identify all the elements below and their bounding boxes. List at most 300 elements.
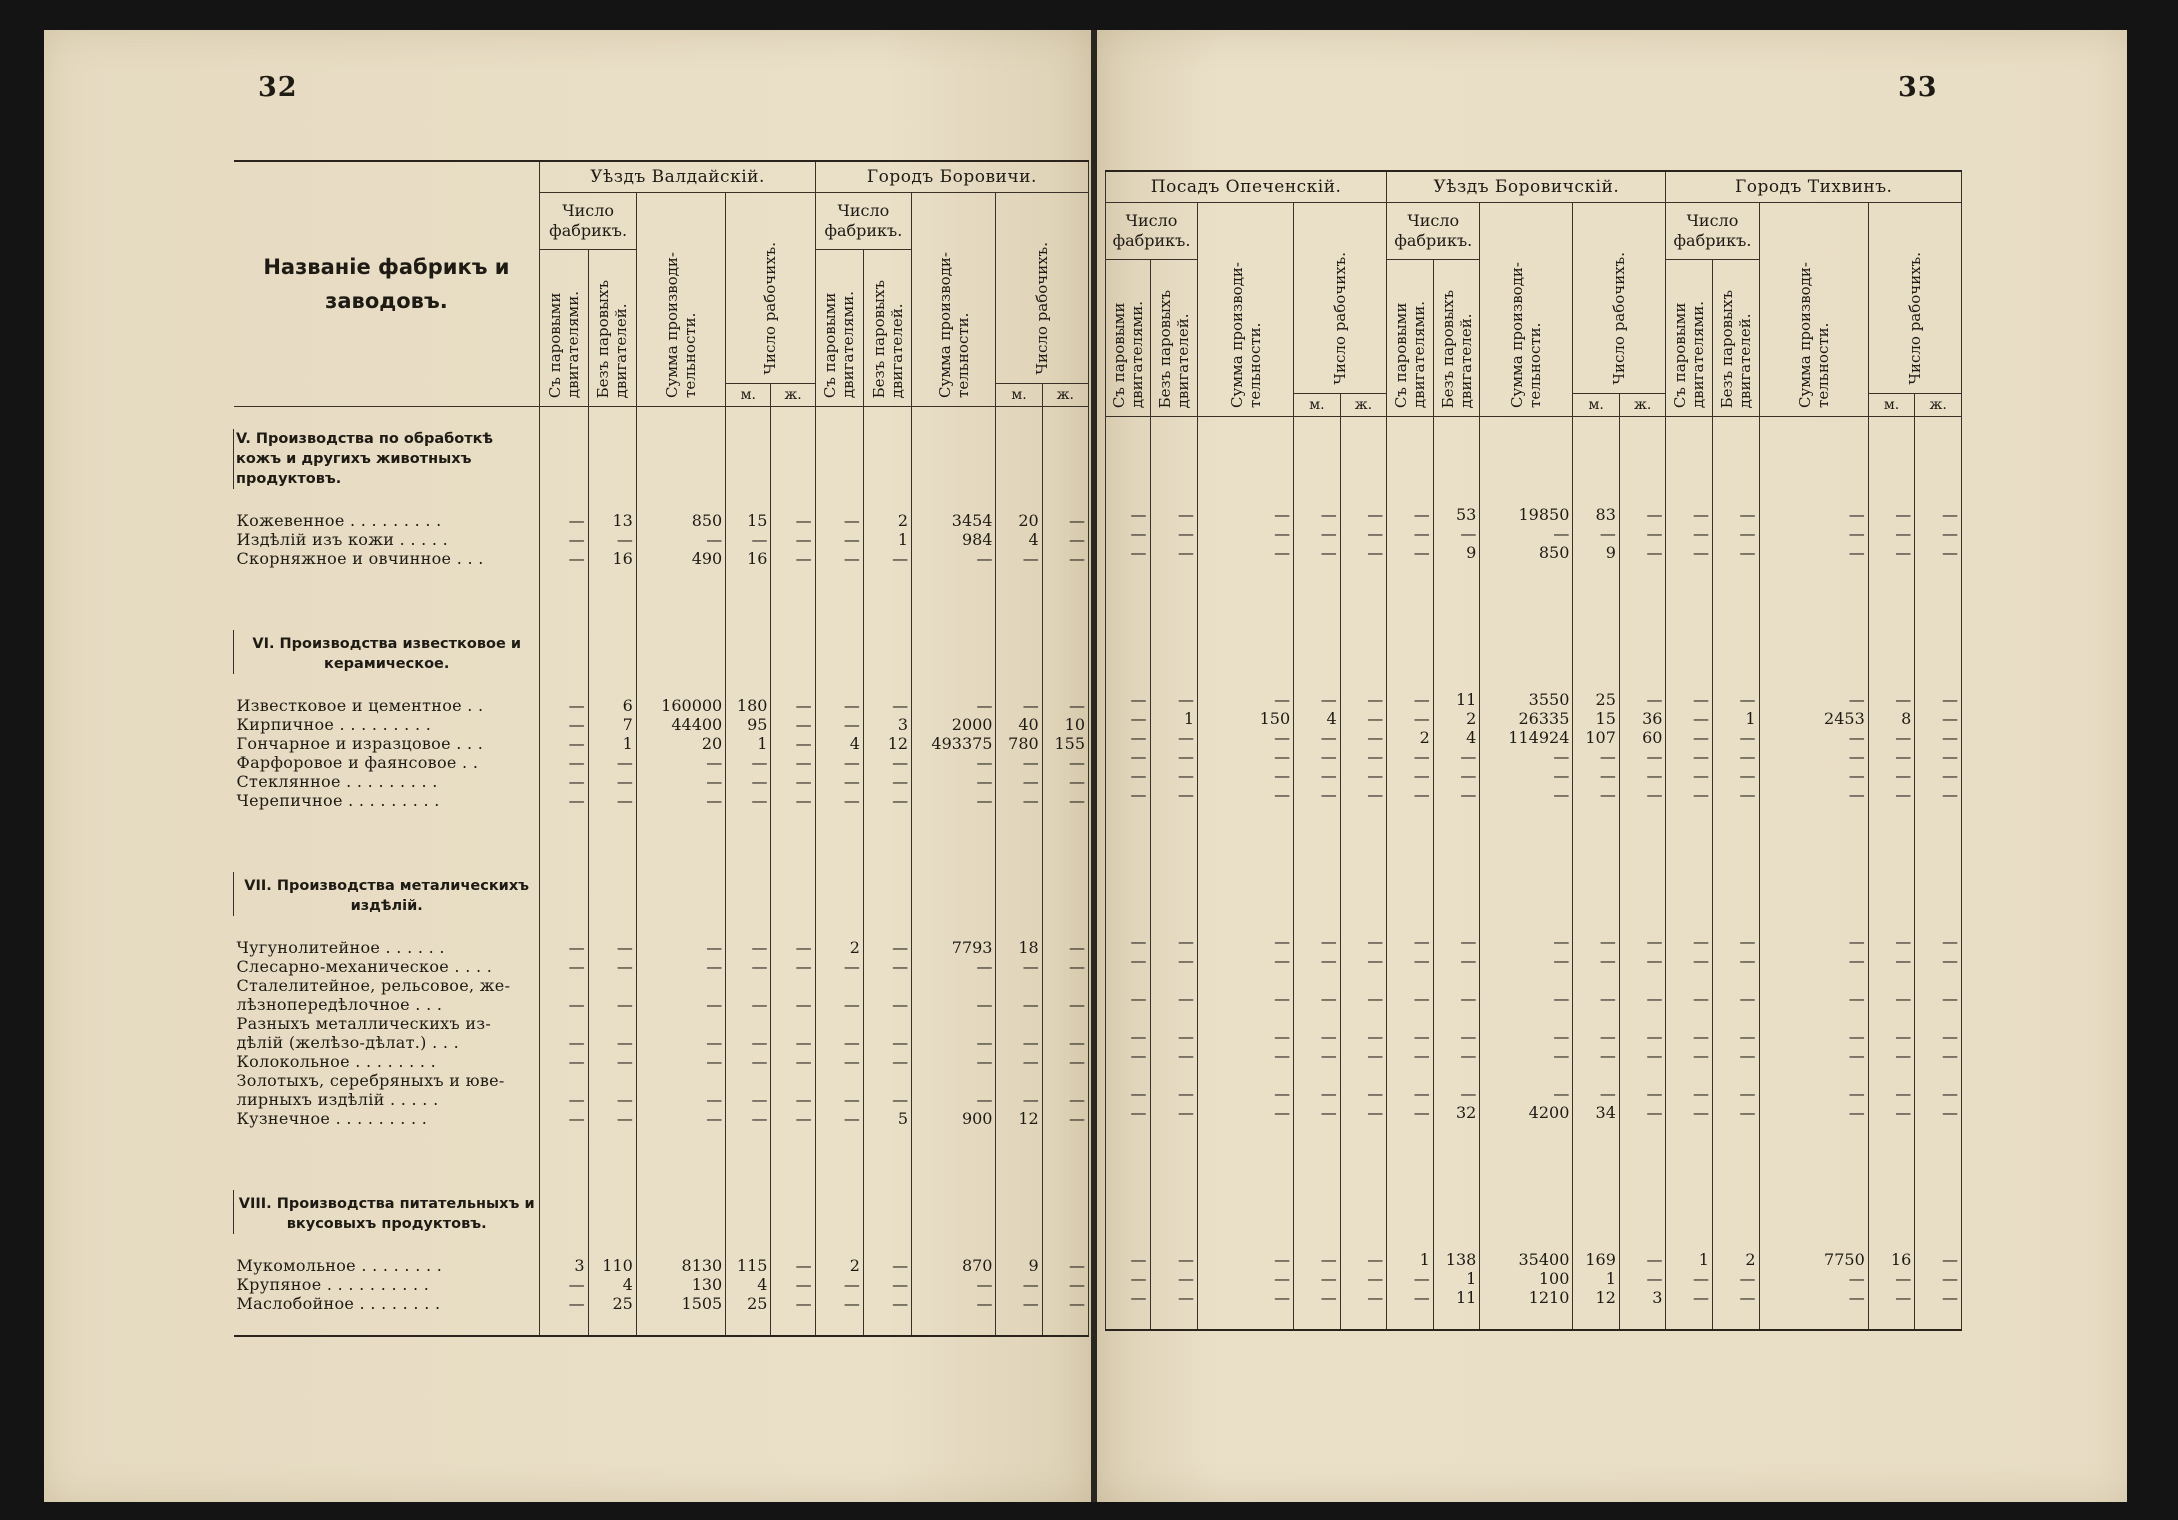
data-cell: 4: [1433, 728, 1480, 747]
data-cell: —: [1042, 530, 1088, 549]
data-cell: [1106, 1008, 1151, 1027]
empty-cell: [1042, 429, 1088, 489]
empty-cell: [1150, 1184, 1198, 1228]
spacer-cell: [588, 916, 636, 938]
spacer-cell: [863, 1234, 911, 1256]
spacer-cell: [1868, 483, 1915, 505]
data-cell: —: [815, 772, 863, 791]
empty-cell: [996, 630, 1042, 674]
data-cell: —: [1712, 1027, 1759, 1046]
data-cell: [1573, 1065, 1620, 1084]
spacer-cell: [588, 590, 636, 630]
data-cell: —: [1666, 524, 1713, 543]
data-cell: —: [1150, 1250, 1198, 1269]
spacer-cell: [588, 1128, 636, 1150]
data-cell: 34: [1573, 1103, 1620, 1122]
spacer-cell: [863, 832, 911, 872]
spacer-cell: [1619, 1307, 1666, 1330]
data-cell: 984: [912, 530, 996, 549]
data-cell: —: [1915, 690, 1962, 709]
data-cell: —: [1198, 1250, 1294, 1269]
data-cell: —: [1042, 1256, 1088, 1275]
data-cell: [1480, 1065, 1573, 1084]
data-cell: —: [1340, 1288, 1387, 1307]
data-cell: [1759, 970, 1868, 989]
spacer-cell: [1150, 483, 1198, 505]
factories-count-header: Число фабрикъ.: [540, 193, 636, 250]
spacer-cell: [1759, 584, 1868, 624]
spacer-cell: [996, 1150, 1042, 1190]
spacer-cell: [1340, 910, 1387, 932]
table-row: [1106, 1027, 1962, 1046]
data-cell: 25: [588, 1294, 636, 1313]
spacer-cell: [996, 916, 1042, 938]
empty-cell: [815, 872, 863, 916]
data-cell: —: [1198, 728, 1294, 747]
spacer-cell: [815, 916, 863, 938]
table-row: [1106, 951, 1962, 970]
empty-cell: [1619, 624, 1666, 668]
data-cell: —: [1868, 505, 1915, 524]
data-cell: —: [540, 791, 588, 810]
data-cell: —: [540, 715, 588, 734]
data-cell: —: [1198, 524, 1294, 543]
spacer-cell: [1294, 417, 1341, 440]
data-cell: —: [1198, 1046, 1294, 1065]
data-cell: [726, 976, 771, 995]
data-cell: [996, 976, 1042, 995]
data-cell: —: [1666, 709, 1713, 728]
spacer-cell: [234, 674, 540, 696]
factory-name: Кирпичное . . . . . . . . .: [234, 715, 540, 734]
factory-name: Гончарное и изразцовое . . .: [234, 734, 540, 753]
right-factory-table: [1105, 170, 1962, 1331]
data-cell: 1: [726, 734, 771, 753]
spacer-cell: [1042, 1150, 1088, 1190]
data-cell: —: [1106, 505, 1151, 524]
empty-cell: [1480, 439, 1573, 483]
data-cell: 3: [540, 1256, 588, 1275]
spacer-cell: [771, 590, 815, 630]
data-cell: —: [1150, 932, 1198, 951]
spacer-cell: [726, 1128, 771, 1150]
spacer-cell: [1759, 668, 1868, 690]
data-cell: —: [1042, 511, 1088, 530]
spacer-cell: [1150, 1144, 1198, 1184]
spacer-cell: [1915, 1228, 1962, 1250]
data-cell: —: [540, 530, 588, 549]
spacer-cell: [1712, 562, 1759, 584]
data-cell: —: [1915, 524, 1962, 543]
empty-cell: [1150, 866, 1198, 910]
factories-count-header: Число фабрикъ.: [1106, 203, 1198, 260]
data-cell: —: [1106, 1027, 1151, 1046]
data-cell: 1: [1712, 709, 1759, 728]
data-cell: —: [1759, 766, 1868, 785]
table-row: [1106, 505, 1962, 524]
spacer-cell: [1042, 568, 1088, 590]
data-cell: 8130: [636, 1256, 725, 1275]
data-cell: —: [1106, 728, 1151, 747]
data-cell: —: [1712, 747, 1759, 766]
data-cell: [1198, 1008, 1294, 1027]
data-cell: —: [771, 715, 815, 734]
spacer-cell: [1294, 1228, 1341, 1250]
spacer-cell: [1150, 1307, 1198, 1330]
table-row: [1106, 1065, 1962, 1084]
spacer-cell: [1042, 832, 1088, 872]
spacer-cell: [636, 674, 725, 696]
data-cell: [1387, 1008, 1434, 1027]
spacer-cell: [1433, 483, 1480, 505]
data-cell: [1666, 1008, 1713, 1027]
spacer-cell: [1573, 562, 1620, 584]
spacer-cell: [1198, 910, 1294, 932]
factory-name: Черепичное . . . . . . . . .: [234, 791, 540, 810]
spacer-cell: [540, 1313, 588, 1336]
data-cell: —: [1387, 524, 1434, 543]
data-cell: —: [1294, 951, 1341, 970]
workers-header: Число рабочихъ.: [1573, 203, 1666, 394]
spacer-cell: [815, 568, 863, 590]
spacer-cell: [863, 916, 911, 938]
empty-cell: [636, 1190, 725, 1234]
spacer-cell: [1759, 483, 1868, 505]
spacer-cell: [815, 832, 863, 872]
spacer-cell: [1387, 826, 1434, 866]
empty-cell: [1480, 1184, 1573, 1228]
spacer-cell: [540, 810, 588, 832]
spacer-cell: [1433, 584, 1480, 624]
section-title: VII. Производства металическихъ издѣлій.: [234, 872, 540, 916]
empty-cell: [726, 872, 771, 916]
spacer-cell: [1712, 1228, 1759, 1250]
spacer-cell: [1712, 910, 1759, 932]
data-cell: [771, 1071, 815, 1090]
data-cell: —: [1387, 1084, 1434, 1103]
data-cell: —: [912, 1052, 996, 1071]
data-cell: —: [1915, 1084, 1962, 1103]
empty-cell: [815, 429, 863, 489]
data-cell: —: [1712, 766, 1759, 785]
data-cell: [1666, 970, 1713, 989]
empty-cell: [588, 1190, 636, 1234]
data-cell: [1340, 1065, 1387, 1084]
data-cell: —: [1294, 1103, 1341, 1122]
spacer-cell: [1106, 417, 1151, 440]
data-cell: —: [1759, 747, 1868, 766]
data-cell: —: [1915, 1269, 1962, 1288]
spacer-cell: [1340, 826, 1387, 866]
data-cell: —: [1150, 690, 1198, 709]
spacer-cell: [1868, 804, 1915, 826]
data-cell: [1387, 1065, 1434, 1084]
factory-name: Золотыхъ, серебряныхъ и юве-: [234, 1071, 540, 1090]
spacer-cell: [1666, 584, 1713, 624]
data-cell: [996, 1014, 1042, 1033]
data-cell: —: [636, 1090, 725, 1109]
data-cell: —: [771, 1090, 815, 1109]
data-cell: —: [1387, 1269, 1434, 1288]
data-cell: —: [1294, 1046, 1341, 1065]
spacer-cell: [1106, 804, 1151, 826]
data-cell: —: [1387, 543, 1434, 562]
data-cell: —: [1387, 766, 1434, 785]
spacer-cell: [912, 568, 996, 590]
data-cell: —: [540, 938, 588, 957]
table-row: [234, 511, 1089, 530]
spacer-cell: [1340, 1307, 1387, 1330]
empty-cell: [1573, 1184, 1620, 1228]
table-row: [234, 1052, 1089, 1071]
data-cell: —: [863, 1033, 911, 1052]
spacer-cell: [996, 810, 1042, 832]
data-cell: [863, 1014, 911, 1033]
empty-cell: [1868, 624, 1915, 668]
data-cell: —: [1868, 524, 1915, 543]
data-cell: —: [1340, 951, 1387, 970]
spacer-cell: [1619, 483, 1666, 505]
data-cell: —: [1868, 989, 1915, 1008]
empty-cell: [1433, 1184, 1480, 1228]
data-cell: —: [540, 1275, 588, 1294]
factory-name: Мукомольное . . . . . . . .: [234, 1256, 540, 1275]
spacer-cell: [771, 810, 815, 832]
spacer-cell: [234, 832, 540, 872]
empty-cell: [1666, 866, 1713, 910]
data-cell: [1042, 976, 1088, 995]
data-cell: 2453: [1759, 709, 1868, 728]
spacer-cell: [540, 568, 588, 590]
empty-cell: [1150, 439, 1198, 483]
spacer-cell: [771, 407, 815, 430]
data-cell: 9: [996, 1256, 1042, 1275]
data-cell: —: [636, 753, 725, 772]
data-cell: —: [1666, 1084, 1713, 1103]
data-cell: 4: [815, 734, 863, 753]
data-cell: 20: [636, 734, 725, 753]
spacer-cell: [815, 1234, 863, 1256]
data-cell: —: [1150, 505, 1198, 524]
empty-cell: [1712, 624, 1759, 668]
data-cell: —: [1150, 1269, 1198, 1288]
table-row: [1106, 1084, 1962, 1103]
table-row: [1106, 989, 1962, 1008]
data-cell: —: [1759, 690, 1868, 709]
data-cell: —: [1573, 1046, 1620, 1065]
data-cell: —: [996, 753, 1042, 772]
data-cell: —: [726, 1033, 771, 1052]
spacer-cell: [1150, 1228, 1198, 1250]
data-cell: —: [1666, 1269, 1713, 1288]
spacer-cell: [540, 1234, 588, 1256]
data-cell: —: [540, 734, 588, 753]
spacer-cell: [1042, 489, 1088, 511]
data-cell: —: [636, 530, 725, 549]
data-cell: —: [1915, 1046, 1962, 1065]
data-cell: 53: [1433, 505, 1480, 524]
data-cell: —: [1294, 1269, 1341, 1288]
table-row: [234, 715, 1089, 734]
data-cell: —: [1294, 989, 1341, 1008]
data-cell: —: [1619, 543, 1666, 562]
data-cell: [1915, 970, 1962, 989]
data-cell: —: [1666, 766, 1713, 785]
spacer-cell: [1712, 826, 1759, 866]
data-cell: —: [1150, 1084, 1198, 1103]
data-cell: —: [1198, 543, 1294, 562]
empty-cell: [1340, 439, 1387, 483]
section-title: VIII. Производства питательныхъ и вкусовыхъ продуктовъ.: [234, 1190, 540, 1234]
spacer-cell: [1387, 1122, 1434, 1144]
data-cell: —: [1042, 995, 1088, 1014]
data-cell: —: [1387, 1103, 1434, 1122]
data-cell: 114924: [1480, 728, 1573, 747]
spacer-cell: [234, 1313, 540, 1336]
data-cell: 32: [1433, 1103, 1480, 1122]
data-cell: —: [1712, 690, 1759, 709]
factory-name: Сталелитейное, рельсовое, же-: [234, 976, 540, 995]
data-cell: —: [540, 1090, 588, 1109]
spacer-cell: [912, 1150, 996, 1190]
spacer-cell: [636, 1234, 725, 1256]
spacer-cell: [1433, 910, 1480, 932]
empty-cell: [588, 429, 636, 489]
book-gutter: [1091, 30, 1097, 1502]
data-cell: —: [726, 938, 771, 957]
spacer-cell: [1106, 1122, 1151, 1144]
data-cell: —: [1106, 1103, 1151, 1122]
data-cell: [636, 976, 725, 995]
spacer-cell: [1868, 584, 1915, 624]
table-row: [1106, 524, 1962, 543]
factory-name: Известковое и цементное . .: [234, 696, 540, 715]
women-header: ж.: [1340, 394, 1387, 417]
spacer-cell: [1573, 910, 1620, 932]
data-cell: 150: [1198, 709, 1294, 728]
spacer-cell: [996, 1313, 1042, 1336]
data-cell: —: [1433, 1027, 1480, 1046]
data-cell: [1150, 1065, 1198, 1084]
data-cell: 9: [1433, 543, 1480, 562]
spacer-cell: [1759, 826, 1868, 866]
spacer-cell: [1340, 668, 1387, 690]
empty-cell: [912, 630, 996, 674]
data-cell: 3: [863, 715, 911, 734]
spacer-cell: [1198, 562, 1294, 584]
spacer-cell: [1387, 584, 1434, 624]
data-cell: —: [1759, 1046, 1868, 1065]
empty-cell: [1666, 1184, 1713, 1228]
data-cell: [1573, 970, 1620, 989]
data-cell: —: [1759, 951, 1868, 970]
spacer-cell: [1480, 1144, 1573, 1184]
spacer-cell: [1106, 584, 1151, 624]
data-cell: —: [1340, 1103, 1387, 1122]
data-cell: 7: [588, 715, 636, 734]
workers-header: Число рабочихъ.: [1868, 203, 1961, 394]
data-cell: —: [996, 1052, 1042, 1071]
spacer-cell: [726, 1150, 771, 1190]
table-row: [234, 549, 1089, 568]
data-cell: —: [1387, 709, 1434, 728]
spacer-cell: [1573, 1144, 1620, 1184]
data-cell: —: [771, 734, 815, 753]
data-cell: —: [912, 957, 996, 976]
data-cell: —: [1433, 766, 1480, 785]
spacer-cell: [1198, 1144, 1294, 1184]
data-cell: 490: [636, 549, 725, 568]
data-cell: [1712, 970, 1759, 989]
without-steam-header: Безъ паровыхъ двигателей.: [1433, 260, 1480, 417]
data-cell: —: [1868, 1046, 1915, 1065]
data-cell: —: [1340, 766, 1387, 785]
data-cell: [1198, 970, 1294, 989]
data-cell: —: [1106, 1084, 1151, 1103]
spacer-cell: [863, 407, 911, 430]
men-header: м.: [1294, 394, 1341, 417]
section-title: V. Производства по обработкѣ кожъ и другихъ животныхъ продуктовъ.: [234, 429, 540, 489]
spacer-cell: [1106, 1307, 1151, 1330]
empty-cell: [636, 872, 725, 916]
data-cell: 155: [1042, 734, 1088, 753]
data-cell: —: [815, 530, 863, 549]
spacer-cell: [771, 568, 815, 590]
data-cell: —: [996, 791, 1042, 810]
data-cell: 16: [726, 549, 771, 568]
spacer-cell: [815, 407, 863, 430]
data-cell: —: [1868, 728, 1915, 747]
spacer-cell: [1759, 910, 1868, 932]
spacer-cell: [1042, 407, 1088, 430]
data-cell: —: [815, 715, 863, 734]
data-cell: —: [1294, 1288, 1341, 1307]
data-cell: —: [815, 1109, 863, 1128]
data-cell: —: [540, 1033, 588, 1052]
data-cell: —: [1480, 1046, 1573, 1065]
data-cell: —: [1433, 524, 1480, 543]
data-cell: 26335: [1480, 709, 1573, 728]
data-cell: —: [1150, 1027, 1198, 1046]
data-cell: —: [815, 1033, 863, 1052]
data-cell: —: [1340, 1046, 1387, 1065]
data-cell: —: [1868, 951, 1915, 970]
without-steam-header: Безъ паровыхъ двигателей.: [588, 250, 636, 407]
table-row: [1106, 1250, 1962, 1269]
data-cell: —: [1868, 1269, 1915, 1288]
spacer-cell: [771, 674, 815, 696]
data-cell: —: [1042, 772, 1088, 791]
data-cell: —: [1573, 1027, 1620, 1046]
workers-header: Число рабочихъ.: [1294, 203, 1387, 394]
data-cell: —: [1387, 505, 1434, 524]
district-header: Городъ Тихвинъ.: [1666, 171, 1962, 203]
spacer-cell: [1294, 910, 1341, 932]
data-cell: —: [588, 1109, 636, 1128]
data-cell: —: [912, 753, 996, 772]
spacer-cell: [996, 1128, 1042, 1150]
data-cell: —: [1340, 728, 1387, 747]
spacer-cell: [1042, 916, 1088, 938]
data-cell: —: [636, 791, 725, 810]
empty-cell: [540, 630, 588, 674]
data-cell: —: [1619, 1046, 1666, 1065]
data-cell: —: [1759, 932, 1868, 951]
data-cell: —: [1340, 709, 1387, 728]
data-cell: —: [1712, 524, 1759, 543]
empty-cell: [771, 872, 815, 916]
data-cell: —: [771, 696, 815, 715]
